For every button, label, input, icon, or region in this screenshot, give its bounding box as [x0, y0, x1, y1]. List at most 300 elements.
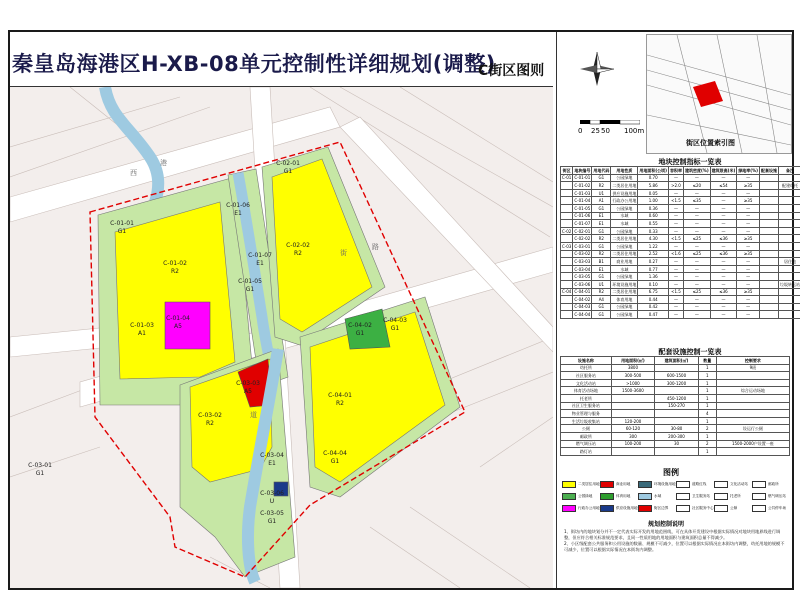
parcel-code-label: C-01-07	[248, 252, 272, 259]
table-cell: 公厕	[561, 425, 612, 433]
legend-swatch	[562, 481, 576, 488]
legend-swatch	[562, 505, 576, 512]
legend-item	[752, 505, 786, 512]
table-cell: —	[683, 204, 710, 212]
table-cell: 文化活动站	[561, 379, 612, 387]
table-cell: —	[737, 189, 760, 197]
table-cell: E1	[592, 265, 611, 273]
table-cell	[778, 204, 800, 212]
table-cell: —	[710, 280, 737, 288]
parcel-use-label: R2	[294, 250, 302, 257]
table-cell: —	[683, 220, 710, 228]
table-cell: 300-1200	[655, 379, 699, 387]
table-cell: 1	[698, 379, 716, 387]
table-cell: 托老所	[561, 394, 612, 402]
table-row	[561, 425, 790, 433]
plan-subtitle: C街区图则	[478, 63, 545, 79]
table-cell: —	[683, 296, 710, 304]
table-cell: —	[668, 296, 683, 304]
legend-swatch	[600, 505, 614, 512]
parcel-code-label: C-04-04	[323, 450, 347, 457]
table-cell	[778, 288, 800, 296]
table-cell: —	[710, 258, 737, 266]
table-row	[561, 394, 790, 402]
legend-label: 公共停车场	[768, 506, 786, 510]
table-cell: 120-200	[611, 417, 655, 425]
table-cell: C-01-06	[574, 213, 591, 219]
table-cell: ≥35	[737, 235, 760, 243]
table-cell: R2	[592, 235, 611, 243]
parcel-code-label: C-03-05	[260, 510, 284, 517]
table-cell: —	[683, 280, 710, 288]
legend-item	[562, 493, 592, 500]
legend-swatch	[714, 481, 728, 488]
table-cell: 供应设施用地	[612, 190, 637, 196]
table-cell	[778, 197, 800, 205]
table-cell	[778, 250, 800, 258]
table-cell	[655, 417, 699, 425]
table-cell: 配建幼托	[778, 182, 800, 190]
table-cell	[759, 182, 778, 190]
table-cell: G1	[592, 242, 611, 250]
table-cell: ≥35	[737, 197, 760, 205]
table-row	[561, 273, 800, 281]
notes	[564, 529, 788, 553]
table-cell: 30-80	[655, 425, 699, 433]
table-cell: 0.33	[638, 227, 669, 235]
table-header-cell: 建筑面积(㎡)	[655, 357, 699, 365]
table-cell	[716, 410, 789, 418]
note-2: 2、小区级配套公共服务和公用设施的数量、规模不可减少，位置可以根据实际情况在本街坊内调整，幼托用地的规模不可减少，位置可以根据实际情况在本街坊内调整。	[564, 541, 785, 552]
table-row	[561, 410, 790, 418]
table-cell	[778, 174, 800, 182]
legend-label: 托老所	[730, 494, 741, 498]
table-cell	[716, 448, 789, 456]
table-cell: <1.5	[668, 197, 683, 205]
table-cell: 生活垃圾收集站	[561, 417, 612, 425]
locator-label: 街区位置索引图	[686, 139, 735, 147]
table-cell: —	[737, 242, 760, 250]
legend-label: 社区服务中心	[692, 506, 714, 510]
zoning-map[interactable]	[10, 87, 553, 588]
table-cell	[759, 197, 778, 205]
table-cell: 0.27	[638, 258, 669, 266]
table-cell: 4	[698, 410, 716, 418]
table-cell: —	[668, 212, 683, 220]
table-cell: C-01-05	[574, 205, 591, 211]
table2-title: 配套设施控制一览表	[658, 348, 722, 356]
parcel-use-label: R2	[336, 400, 344, 407]
table-cell: —	[668, 242, 683, 250]
table-cell	[561, 311, 573, 319]
table-cell: 6.75	[638, 288, 669, 296]
table-cell: —	[668, 220, 683, 228]
table-cell: —	[737, 265, 760, 273]
table-cell: ≤20	[683, 182, 710, 190]
parcel-use-label: G1	[245, 286, 255, 293]
legend-item	[562, 481, 600, 488]
table-cell: G1	[592, 204, 611, 212]
table-cell: —	[683, 227, 710, 235]
table-header-cell: 街区	[561, 167, 573, 175]
table-cell: —	[737, 204, 760, 212]
parcel-code-label: C-03-03	[236, 380, 260, 387]
table-cell	[611, 410, 655, 418]
table-header-cell: 地块编号	[574, 167, 591, 173]
table-row	[561, 258, 800, 266]
legend-title: 图例	[663, 468, 679, 477]
parcel-code-label: C-04-03	[383, 317, 407, 324]
legend-swatch	[676, 505, 690, 512]
table-cell: 0.70	[638, 174, 669, 182]
table-cell	[561, 182, 573, 190]
table-cell: C-01-02	[574, 182, 591, 188]
table-cell: —	[710, 265, 737, 273]
table-cell	[759, 265, 778, 273]
table-cell: —	[710, 220, 737, 228]
table-cell: 1	[698, 372, 716, 380]
table-cell: 物业管理与服务	[561, 410, 612, 418]
parcel-use-label: A5	[244, 388, 252, 395]
notes-title: 规划控制说明	[648, 521, 685, 528]
legend-label: 环境设施用地	[654, 482, 676, 486]
table-row	[561, 311, 800, 319]
table-cell: 0.77	[638, 265, 669, 273]
legend-item	[714, 505, 737, 512]
legend-item	[638, 493, 661, 500]
table-cell: C-04	[562, 289, 572, 295]
table-cell: <1.6	[668, 250, 683, 258]
parcel-use-label: E1	[256, 260, 264, 267]
note-1: 1、街坊内的地块划分并不一定代表实际开发的用地范围线，可在具体开发建设中根据实际情况对地块用地界线进行调整，但应符合相关标准规范要求，且同一性质用地的用地面积与建筑面积总量不得减少。	[564, 529, 781, 540]
table-cell: 30	[655, 440, 699, 448]
table-cell: R2	[592, 288, 611, 296]
table-row	[561, 402, 790, 410]
table-cell: 公园绿地	[611, 204, 638, 212]
table-header-cell: 建筑密度(%)	[684, 167, 709, 173]
table-row	[561, 280, 800, 288]
table-cell: ≤54	[710, 182, 737, 190]
table-cell: 公园绿地	[611, 303, 638, 311]
table-cell: 150-270	[655, 402, 699, 410]
parcel-use-label: G1	[35, 470, 45, 477]
parcel-use-label: G1	[267, 518, 277, 525]
table-cell: ≤36	[710, 288, 737, 296]
table-cell: —	[737, 258, 760, 266]
table-cell: 商业用地	[611, 258, 638, 266]
table-cell	[759, 174, 778, 182]
table-cell: ≥35	[737, 250, 760, 258]
table-cell: —	[683, 258, 710, 266]
legend	[562, 481, 790, 519]
table-cell: ≤25	[683, 250, 710, 258]
table-row	[561, 379, 790, 387]
table-cell: 600-1500	[655, 372, 699, 380]
legend-item	[562, 505, 600, 512]
parcel-use-label: A1	[138, 330, 146, 337]
table-cell: E1	[592, 212, 611, 220]
table-cell	[561, 197, 573, 205]
table-cell: ≤35	[683, 197, 710, 205]
table-cell: —	[683, 273, 710, 281]
table-row	[561, 432, 790, 440]
table-cell: 1	[698, 394, 716, 402]
table-cell: 1	[698, 387, 716, 395]
table-row	[561, 387, 790, 395]
road-name-label: 港	[160, 159, 167, 167]
table-cell: 1.36	[638, 273, 669, 281]
table-cell	[716, 379, 789, 387]
table-cell	[778, 189, 800, 197]
table-header-cell: 用地性质	[611, 167, 638, 175]
table-cell	[759, 280, 778, 288]
table-row	[561, 227, 800, 235]
parcel-use-label: E1	[234, 210, 242, 217]
table-cell	[759, 258, 778, 266]
table-cell: C-01-01	[574, 175, 591, 181]
table-cell	[778, 227, 800, 235]
table-header-cell: 设施名称	[561, 357, 612, 365]
table-cell: 公园绿地	[611, 273, 638, 281]
table-cell	[611, 394, 655, 402]
legend-label: 公厕	[730, 506, 738, 510]
table-cell	[561, 258, 573, 266]
table-cell	[716, 417, 789, 425]
table-cell: —	[737, 303, 760, 311]
table-cell: —	[683, 311, 710, 319]
table-cell: 公园绿地	[611, 227, 638, 235]
table-cell: G1	[592, 227, 611, 235]
table-cell: G1	[592, 311, 611, 319]
table-cell: U1	[592, 280, 611, 288]
legend-swatch	[676, 493, 690, 500]
legend-item	[676, 505, 714, 512]
table-cell: 0.36	[638, 204, 669, 212]
table-cell: 1	[698, 432, 716, 440]
table-cell	[759, 303, 778, 311]
table-cell: 0.47	[638, 311, 669, 319]
table-cell: 450-1200	[655, 394, 699, 402]
legend-label: 商业用地	[616, 482, 631, 486]
table-cell: C-02	[562, 228, 572, 234]
table-cell: 2	[698, 440, 716, 448]
legend-item	[638, 481, 676, 488]
table-row	[561, 212, 800, 220]
table-cell	[561, 273, 573, 281]
parcel-code-label: C-04-02	[348, 322, 372, 329]
table-cell: C-01-04	[574, 198, 591, 204]
table-row	[561, 174, 800, 182]
legend-label: 二类居住用地	[578, 482, 600, 486]
table-cell: 水域	[611, 265, 638, 273]
table-cell: —	[710, 296, 737, 304]
legend-swatch	[638, 481, 652, 488]
scale-label-25: 25	[591, 127, 600, 135]
table-cell	[561, 220, 573, 228]
table-cell	[759, 296, 778, 304]
parcel-use-label: R2	[206, 420, 214, 427]
table-cell: 综合运动场地	[716, 387, 789, 395]
table-cell	[778, 303, 800, 311]
legend-swatch	[638, 493, 652, 500]
table-cell: —	[710, 227, 737, 235]
table-cell	[561, 296, 573, 304]
parcel-use-label: U	[269, 498, 275, 505]
table-cell: 二类居住用地	[612, 289, 637, 295]
table-row	[561, 197, 800, 205]
table-header-cell: 用地面积(㎡)	[611, 357, 655, 365]
parcel-use-label: G1	[355, 330, 365, 337]
table-cell	[716, 402, 789, 410]
legend-swatch	[600, 481, 614, 488]
legend-swatch	[752, 481, 766, 488]
table-cell: 9班	[716, 364, 789, 372]
legend-swatch	[600, 493, 614, 500]
table-cell	[778, 212, 800, 220]
table-cell: 0.42	[638, 303, 669, 311]
parcel-code-label: C-03-01	[28, 462, 52, 469]
table-cell: C-04-02	[574, 296, 591, 302]
table-cell: ≤25	[683, 235, 710, 243]
table-cell: —	[668, 189, 683, 197]
table-cell: 1500-3600	[611, 387, 655, 395]
table-cell: —	[668, 174, 683, 182]
table-cell: —	[710, 242, 737, 250]
table-cell: —	[683, 303, 710, 311]
table-cell	[561, 235, 573, 243]
table-header-cell: 建筑限高(米)	[711, 167, 736, 173]
table-header-cell: 用地代码	[593, 167, 610, 173]
legend-swatch	[714, 493, 728, 500]
table-cell: C-02-01	[574, 228, 591, 234]
north-arrow-icon	[578, 50, 616, 88]
table-row	[561, 303, 800, 311]
table-cell: C-03-01	[574, 243, 591, 249]
table-row	[561, 288, 800, 296]
table-cell	[655, 410, 699, 418]
scale-label-0: 0	[578, 127, 583, 135]
table-cell: R2	[592, 250, 611, 258]
parcel-c-01-02[interactable]	[115, 202, 235, 379]
table-cell	[778, 242, 800, 250]
table-cell: C-04-04	[574, 312, 591, 318]
table1-title: 地块控制指标一览表	[658, 158, 722, 166]
table-cell: R2	[592, 182, 611, 190]
table-cell: —	[710, 311, 737, 319]
legend-label: 公园绿地	[578, 494, 593, 498]
parcel-c-01-04[interactable]	[165, 302, 210, 349]
legend-swatch	[752, 493, 766, 500]
table-cell: —	[683, 265, 710, 273]
table-row	[561, 440, 790, 448]
table-cell: A1	[592, 197, 611, 205]
locator-map[interactable]	[646, 34, 792, 154]
scale-label-100: 100m	[624, 127, 645, 135]
table-cell	[778, 311, 800, 319]
parcel-code-label: C-01-01	[110, 220, 134, 227]
table-cell: —	[668, 265, 683, 273]
legend-item	[714, 493, 741, 500]
parcel-use-label: G1	[330, 458, 340, 465]
table-cell	[611, 402, 655, 410]
legend-swatch	[676, 481, 690, 488]
table-cell: 0.05	[638, 189, 669, 197]
table-cell: 300-500	[611, 372, 655, 380]
table-cell: 2.52	[638, 250, 669, 258]
table-cell: —	[710, 303, 737, 311]
road-name-label: 路	[372, 243, 379, 251]
table-cell: C-03-05	[574, 274, 591, 280]
table-cell: C-04-03	[574, 304, 591, 310]
parcel-use-label: G1	[117, 228, 127, 235]
table-cell	[759, 273, 778, 281]
parcel-use-label: A5	[174, 323, 182, 330]
table-cell	[778, 235, 800, 243]
table-header-cell: 配套设施	[760, 167, 777, 173]
table-cell: 幼托所	[561, 364, 612, 372]
table-row	[561, 417, 790, 425]
table-cell	[655, 364, 699, 372]
table-cell	[716, 372, 789, 380]
legend-label: 燃气调压站	[768, 494, 786, 498]
table-header-cell: 数量	[698, 357, 716, 365]
table-cell: ≤36	[710, 235, 737, 243]
table-cell: —	[668, 258, 683, 266]
table-cell: —	[710, 174, 737, 182]
table-cell: C-02-02	[574, 236, 591, 242]
table-header-cell: 控制要求	[716, 357, 789, 365]
table-cell	[716, 432, 789, 440]
table-cell: —	[737, 220, 760, 228]
plan-title: 秦皇岛海港区H-XB-08单元控制性详细规划(调整)	[12, 52, 496, 76]
table-cell: 0.44	[638, 296, 669, 304]
table-header-cell: 备注	[778, 167, 800, 175]
table-cell: G1	[592, 273, 611, 281]
table-cell: 燃气调压站	[561, 440, 612, 448]
parcel-code-label: C-01-06	[226, 202, 250, 209]
table-cell: 1	[698, 364, 716, 372]
table-header-cell: 容积率	[669, 167, 682, 173]
legend-label: 水域	[654, 494, 662, 498]
table-cell: <1.5	[668, 288, 683, 296]
legend-label: 文化活动站	[730, 482, 748, 486]
locator-highlight	[693, 81, 723, 107]
table-row	[561, 220, 800, 228]
table-cell	[759, 227, 778, 235]
table-cell	[655, 387, 699, 395]
table-cell: 1	[698, 448, 716, 456]
table-cell: —	[668, 204, 683, 212]
parcel-code-label: C-03-04	[260, 452, 284, 459]
table-cell: 公园绿地	[611, 311, 638, 319]
road-name-label: 街	[340, 249, 347, 257]
table-cell: 二类居住用地	[612, 182, 637, 188]
table-cell: 水域	[611, 212, 638, 220]
table-cell: 1.00	[638, 197, 669, 205]
table-cell	[561, 250, 573, 258]
table-cell	[759, 189, 778, 197]
table-cell: —	[737, 280, 760, 288]
table-cell	[778, 265, 800, 273]
legend-label: 邮政所	[768, 482, 779, 486]
table-cell: —	[737, 273, 760, 281]
table-cell: —	[737, 212, 760, 220]
table-cell: 二类居住用地	[612, 251, 637, 257]
table-row	[561, 189, 800, 197]
table-cell: U1	[592, 189, 611, 197]
road-name-label: 西	[130, 169, 137, 177]
table-row	[561, 242, 800, 250]
